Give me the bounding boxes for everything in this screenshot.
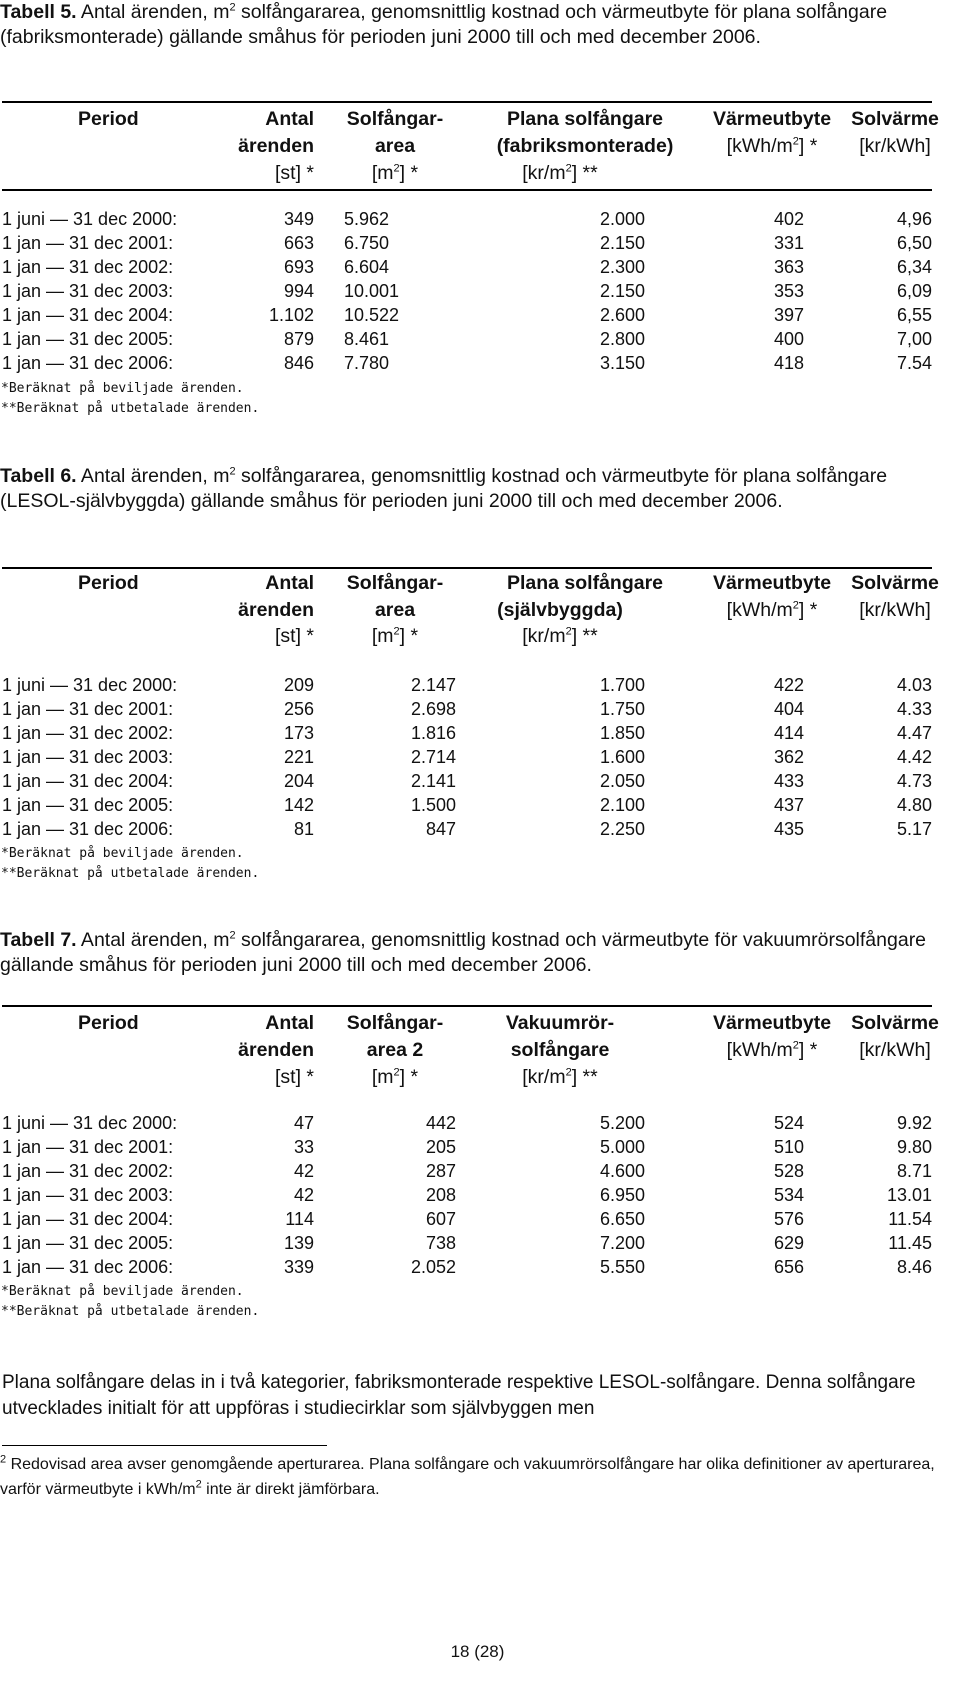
table-top-rule <box>2 1005 932 1007</box>
table-note: *Beräknat på beviljade ärenden. <box>1 1284 244 1299</box>
header-solvarme: Solvärme <box>851 1012 939 1034</box>
caption-label: Tabell 6. <box>0 465 77 487</box>
table-note: **Beräknat på utbetalade ärenden. <box>1 866 260 881</box>
page-number: 18 (28) <box>450 1642 505 1661</box>
header-area: Solfångar- <box>346 1012 444 1034</box>
caption-label: Tabell 7. <box>0 929 77 951</box>
header-antal: Antal <box>265 108 314 130</box>
header-solvarme: Solvärme <box>851 572 939 594</box>
footnote-rule <box>2 1445 327 1446</box>
table-note: *Beräknat på beviljade ärenden. <box>1 381 244 396</box>
header-period: Period <box>78 1012 139 1034</box>
table-note: **Beräknat på utbetalade ärenden. <box>1 1304 260 1319</box>
header-period: Period <box>78 108 139 130</box>
header-varmeutbyte: Värmeutbyte <box>712 1012 832 1034</box>
header-kostnad: Plana solfångare <box>506 572 664 594</box>
table-header-rule <box>2 189 932 191</box>
header-period: Period <box>78 572 139 594</box>
table-top-rule <box>2 101 932 103</box>
table-top-rule <box>2 567 932 569</box>
table-note: *Beräknat på beviljade ärenden. <box>1 846 244 861</box>
header-kostnad: Plana solfångare <box>506 108 664 130</box>
table-caption: Tabell 5. Antal ärenden, $m^2$ solfångararea, genomsnittlig kostnad och värmeutbyte för plana solfångare (fabriksmonterade) gällande småhus för perioden juni 2000 till och med december 2006. <box>0 1 888 48</box>
body-paragraph: Plana solfångare delas in i två kategorier, fabriksmonterade respektive LESOL-solfångare. Denna solfångare utvecklades initialt för att uppföras i studiecirklar som självbyggen men <box>2 1372 916 1419</box>
header-antal: Antal <box>265 572 314 594</box>
caption-label: Tabell 5. <box>0 1 77 23</box>
table-caption: Tabell 6. Antal ärenden, $m^2$ solfångararea, genomsnittlig kostnad och värmeutbyte för plana solfångare (LESOL-självbyggda) gällande småhus för perioden juni 2000 till och med december 2006. <box>0 465 888 512</box>
document-page: Tabell 5. Antal ärenden, $m^2$ solfångararea, genomsnittlig kostnad och värmeutbyte för plana solfångare (fabriksmonterade) gällande småhus för perioden juni 2000 till och med december 2006. Period Antal ärenden [st] * Solfångar- area $[m^2]$ * Plana solfångare (fabriksmonterade) $[kr/m^2]$ ** Värmeutbyte $[kWh/m^2]$ * Solvärme [kr/kWh] 1 juni — 31 dec 2000: 349 5.962 2.000 402 4,96 1 jan — 31 dec 2001: 663 6.750 2.150 331 6,50 1 jan — 31 dec 2002: 693 6.604 2.300 363 6,34 1 jan — 31 dec 2003: 994 10.001 2.150 353 6,09 1 jan — 31 dec 2004: 1.102 10.522 2.600 397 6,55 1 jan — 31 dec 2005: 879 8.461 2.800 400 7,00 1 jan — 31 dec 2006: 846 7.780 3.150 418 7.54 *Beräknat på beviljade ärenden. **Beräknat på utbetalade ärenden. Tabell 6. Antal ärenden, $m^2$ solfångararea, genomsnittlig kostnad och värmeutbyte för plana solfångare (LESOL-självbyggda) gällande småhus för perioden juni 2000 till och med december 2006. Period Antal ärenden [st] * Solfångar- area $[m^2]$ * Plana solfångare (självbyggda) $[kr/m^2]$ ** Värmeutbyte $[kWh/m^2]$ * Solvärme [kr/kWh] 1 juni — 31 dec 2000: 209 2.147 1.700 422 4.03 1 jan — 31 dec 2001: 256 2.698 1.750 404 4.33 1 jan — 31 dec 2002: 173 1.816 1.850 414 4.47 1 jan — 31 dec 2003: 221 2.714 1.600 362 4.42 1 jan — 31 dec 2004: 204 2.141 2.050 433 4.73 1 jan — 31 dec 2005: 142 1.500 2.100 437 4.80 1 jan — 31 dec 2006: 81 847 2.250 435 5.17 *Beräknat på beviljade ärenden. **Beräknat på utbetalade ärenden. Tabell 7. Antal ärenden, $m^2$ solfångararea, genomsnittlig kostnad och värmeutbyte för vakuumrörsolfångare gällande småhus för perioden juni 2000 till och med december 2006. Period Antal ärenden [st] * Solfångar- area 2 $[m^2]$ * Vakuumrör- solfångare $[kr/m^2]$ ** Värmeutbyte $[kWh/m^2]$ * Solvärme [kr/kWh] 1 juni — 31 dec 2000: 47 442 5.200 524 9.92 1 jan — 31 dec 2001: 33 205 5.000 510 9.80 1 jan — 31 dec 2002: 42 287 4.600 528 8.71 1 jan — 31 dec 2003: 42 208 6.950 534 13.01 1 jan — 31 dec 2004: 114 607 6.650 576 11.54 1 jan — 31 dec 2005: 139 738 7.200 629 11.45 1 jan — 31 dec 2006: 339 2.052 5.550 656 8.46 *Beräknat på beviljade ärenden. **Beräknat på utbetalade ärenden. Plana solfångare delas in i två kategorier, fabriksmonterade respektive LESOL-solfångare. Denna solfångare utvecklades initialt för att uppföras i studiecirklar som självbyggen men $^2$ Redovisad area avser genomgående aperturarea. Plana solfångare och vakuumrörsolfångare har olika definitioner av aperturarea, varför värmeutbyte i kWh/$m^2$ inte är direkt jämförbara. 18 (28) <box>0 0 960 1697</box>
header-varmeutbyte: Värmeutbyte <box>712 108 832 130</box>
header-area: Solfångar- <box>346 572 444 594</box>
table-caption: Tabell 7. Antal ärenden, $m^2$ solfångararea, genomsnittlig kostnad och värmeutbyte för vakuumrörsolfångare gällande småhus för perioden juni 2000 till och med december 2006. <box>0 929 927 976</box>
header-varmeutbyte: Värmeutbyte <box>712 572 832 594</box>
header-antal: Antal <box>265 1012 314 1034</box>
header-solvarme: Solvärme <box>851 108 939 130</box>
header-kostnad: Vakuumrör- <box>505 1012 615 1034</box>
header-area: Solfångar- <box>346 108 444 130</box>
footnote: $^2$ Redovisad area avser genomgående aperturarea. Plana solfångare och vakuumrörsolfångare har olika definitioner av aperturarea, varför värmeutbyte i kWh/$m^2$ inte är direkt jämförbara. <box>0 1453 935 1498</box>
table-note: **Beräknat på utbetalade ärenden. <box>1 401 260 416</box>
